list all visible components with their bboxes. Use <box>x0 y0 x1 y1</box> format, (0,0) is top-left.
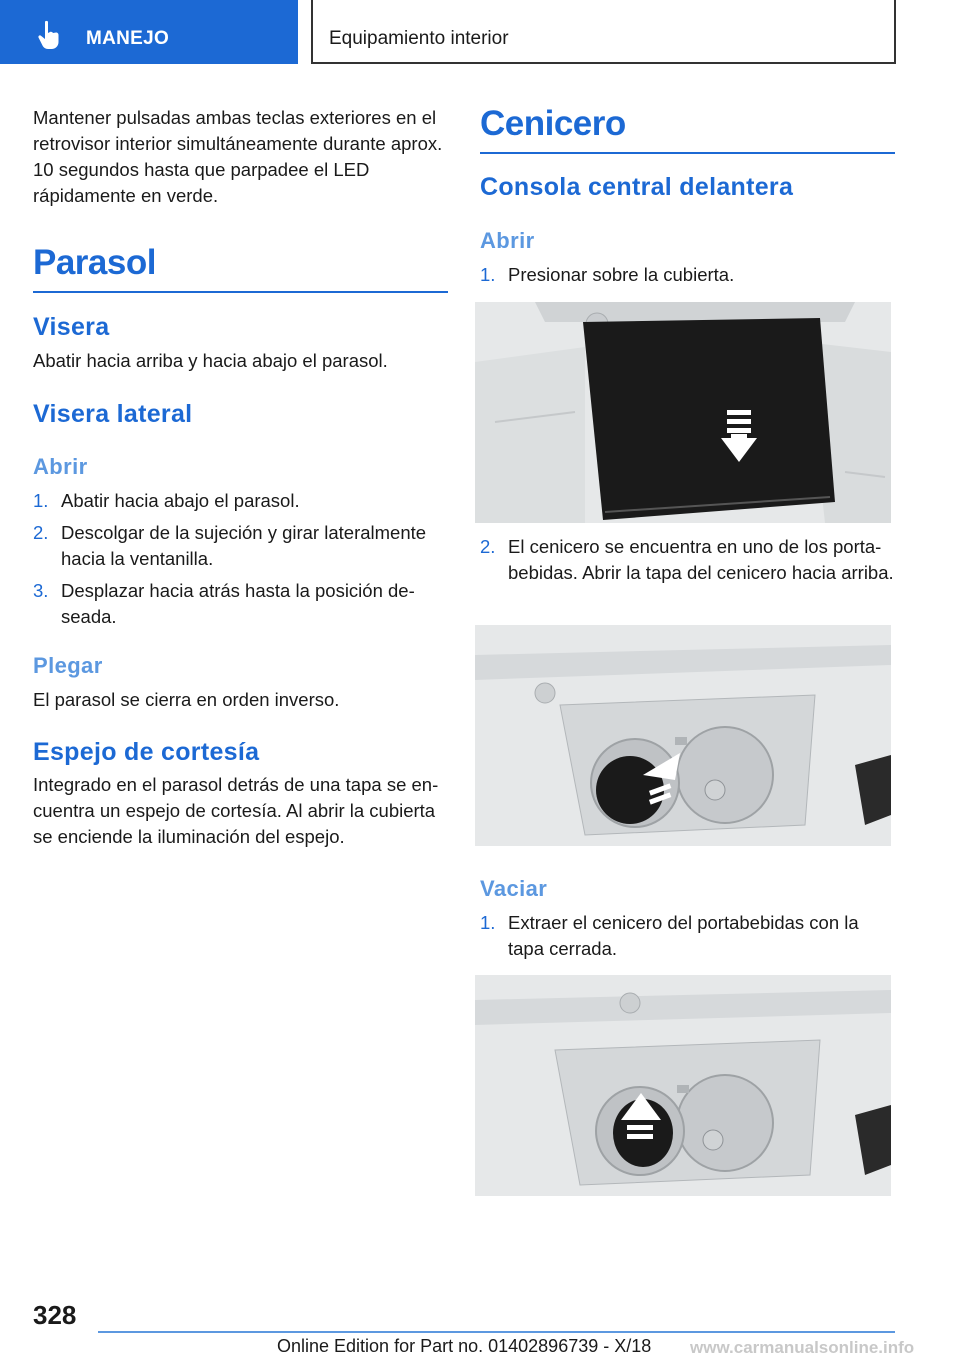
chapter-label: MANEJO <box>86 28 170 49</box>
vaciar-heading: Vaciar <box>480 876 548 901</box>
abrir-heading-right: Abrir <box>480 228 535 253</box>
watermark: www.carmanualsonline.info <box>690 1338 915 1357</box>
plegar-heading: Plegar <box>33 653 103 678</box>
visera-heading: Visera <box>33 313 110 341</box>
plegar-text: El parasol se cierra en orden inverso. <box>33 689 340 710</box>
section-title: Equipamiento interior <box>329 28 509 49</box>
abrir-heading-left: Abrir <box>33 454 88 479</box>
intro-text: Mantener pulsadas ambas teclas exteriores en el retrovisor interior simultáneamente durante aprox. 10 segundos hasta que parpadee el LED rápidamente en verde. <box>33 107 443 206</box>
list-item: 3. Desplazar hacia atrás hasta la posición deseada. <box>33 580 415 627</box>
list-item: 1. Extraer el cenicero del portabebidas con la tapa cerrada. <box>480 912 859 959</box>
ashtray-open-photo <box>475 625 891 846</box>
list-item: 1. Abatir hacia abajo el parasol. <box>33 490 300 511</box>
console-cover-photo <box>475 302 891 523</box>
footer-divider <box>98 1331 895 1333</box>
list-item: 2. El cenicero se encuentra en uno de los portabebidas. Abrir la tapa del cenicero hacia arriba. <box>480 536 894 583</box>
ashtray-remove-photo <box>475 975 891 1196</box>
visera-lateral-heading: Visera lateral <box>33 400 193 428</box>
consola-heading: Consola central delantera <box>480 173 794 201</box>
parasol-heading: Parasol <box>33 243 448 293</box>
hand-pointer-icon <box>36 20 64 50</box>
visera-text: Abatir hacia arriba y hacia abajo el parasol. <box>33 350 388 371</box>
chapter-tab[interactable] <box>0 0 298 64</box>
footer-edition: Online Edition for Part no. 01402896739 - X/18 <box>277 1336 652 1356</box>
section-header <box>311 0 896 64</box>
page-number: 328 <box>33 1300 77 1330</box>
list-item: 2. Descolgar de la sujeción y girar lateralmente hacia la ventanilla. <box>33 522 427 569</box>
cenicero-heading: Cenicero <box>480 104 895 154</box>
espejo-heading: Espejo de cortesía <box>33 738 260 766</box>
espejo-text: Integrado en el parasol detrás de una tapa se encuentra un espejo de cortesía. Al abrir la cubierta se enciende la iluminación del espejo. <box>33 774 439 847</box>
list-item: 1. Presionar sobre la cubierta. <box>480 264 735 285</box>
